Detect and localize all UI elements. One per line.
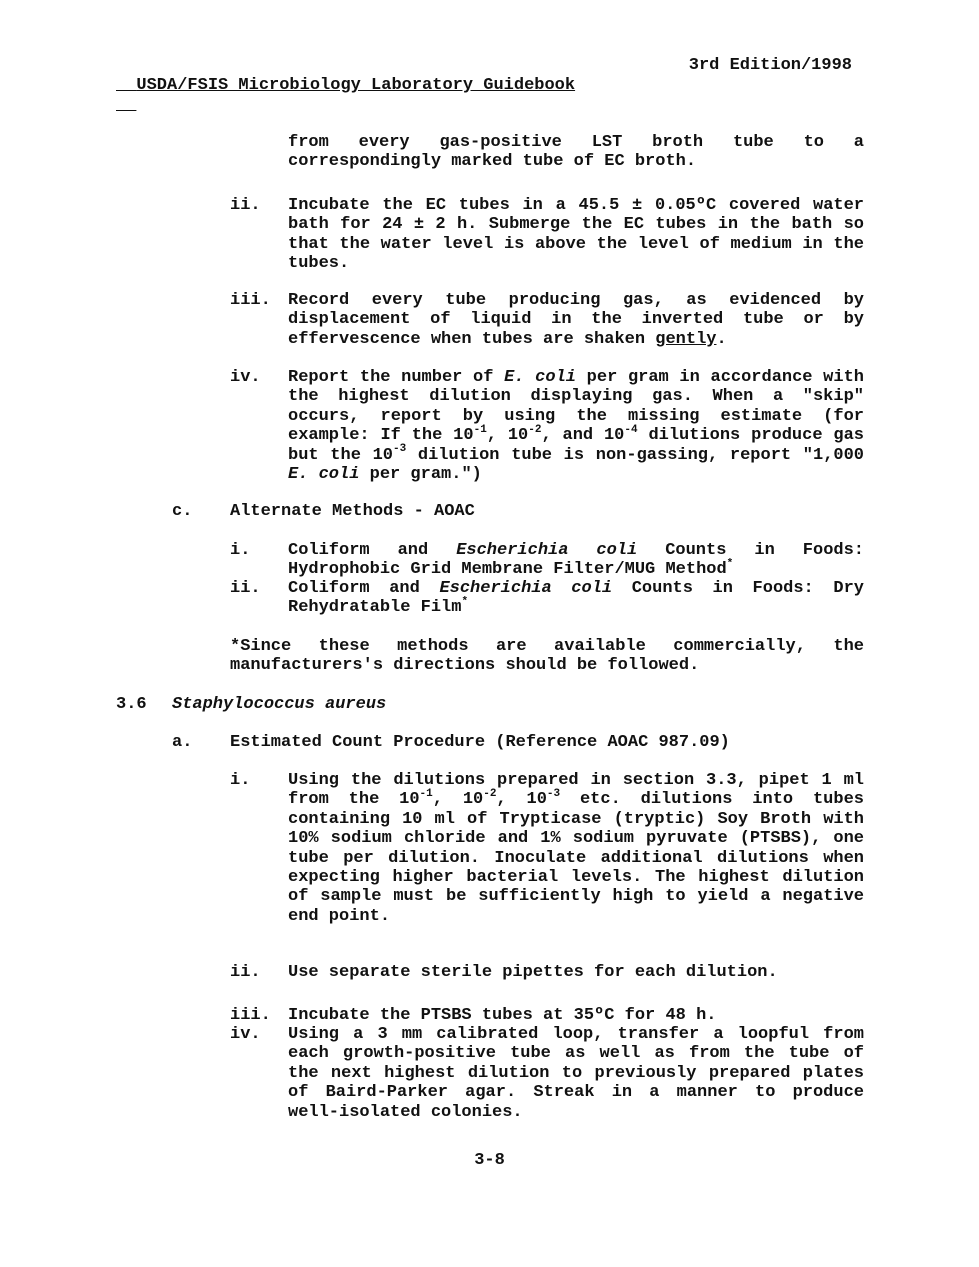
item-marker: iii. — [230, 291, 271, 310]
exponent: -3 — [546, 787, 561, 800]
exponent: -1 — [473, 423, 487, 436]
section-number: 3.6 — [116, 695, 147, 714]
footnote-star: * — [726, 557, 734, 570]
item-a-iii: Incubate the PTSBS tubes at 35ºC for 48 h. — [288, 1006, 717, 1025]
item-marker: i. — [230, 541, 251, 560]
item-c-ii: Coliform and Escherichia coli Counts in Foods: Dry Rehydratable Film* — [288, 579, 864, 618]
item-b-iv: Report the number of E. coli per gram in accordance with the highest dilution displaying gas. When a "skip" occurs, report by using the missing estimate (for example: If the $10^{-1}$, $10^{-2}$, and $10^{-4}$ dilutions produce gas but the $10^{-3}$ dilution tube is non-gassing, report "1,000 E. coli per gram.") — [288, 368, 864, 485]
organism-name: E. coli — [504, 368, 576, 387]
subsection-marker: a. — [172, 733, 193, 752]
item-a-iv: Using a 3 mm calibrated loop, transfer a loopful from each growth-positive tube as well as from the tube of the next highest dilution to previously prepared plates of Baird-Parker agar. Streak in a manner to produce well-isolated colonies. — [288, 1025, 864, 1122]
item-marker: ii. — [230, 963, 261, 982]
subsection-c-title: Alternate Methods - AOAC — [230, 502, 475, 521]
subsection-marker: c. — [172, 502, 193, 521]
exponent: -1 — [419, 787, 433, 800]
item-c-i: Coliform and Escherichia coli Counts in Foods: Hydrophobic Grid Membrane Filter/MUG Method* — [288, 541, 864, 580]
exponent: -2 — [528, 423, 542, 436]
header-title: USDA/FSIS Microbiology Laboratory Guidebook — [136, 76, 576, 95]
item-marker: i. — [230, 771, 251, 790]
footnote-star: * — [461, 595, 469, 608]
footnote-note: *Since these methods are available commercially, the manufacturers's directions should be followed. — [230, 637, 864, 676]
item-b-iii: Record every tube producing gas, as evidenced by displacement of liquid in the inverted tube or by effervescence when tubes are shaken gently. — [288, 291, 864, 349]
item-marker: iv. — [230, 1025, 261, 1044]
item-b-i-continuation: from every gas-positive LST broth tube to a correspondingly marked tube of EC broth. — [288, 133, 864, 172]
item-a-ii: Use separate sterile pipettes for each dilution. — [288, 963, 778, 982]
organism-name: E. coli — [288, 465, 360, 485]
exponent: -3 — [393, 442, 407, 455]
organism-name: Escherichia coli — [439, 579, 613, 598]
page-number: 3-8 — [474, 1151, 505, 1170]
page-header — [116, 56, 852, 116]
organism-name: Escherichia coli — [456, 541, 638, 560]
item-b-ii: Incubate the EC tubes in a 45.5 ± 0.05ºC covered water bath for 24 ± 2 h. Submerge the EC tubes in the bath so that the water level is above the level of medium in the tubes. — [288, 196, 864, 274]
exponent: -2 — [483, 787, 497, 800]
item-a-i: Using the dilutions prepared in section 3.3, pipet 1 ml from the $10^{-1}$, $10^{-2}$, $10^{-3}$ etc. dilutions into tubes containing 10 ml of Trypticase (tryptic) Soy Broth with 10% sodium chloride and 1% sodium pyruvate (PTSBS), one tube per dilution. Inoculate additional dilutions when expecting higher bacterial levels. The highest dilution of sample must be sufficiently high to yield a negative end point. — [288, 771, 864, 926]
exponent: -4 — [624, 423, 638, 436]
subsection-a-title: Estimated Count Procedure (Reference AOAC 987.09) — [230, 733, 730, 752]
emphasis-underlined: gently — [655, 329, 717, 349]
item-marker: iii. — [230, 1006, 271, 1025]
item-marker: ii. — [230, 196, 261, 215]
header-edition: 3rd Edition/1998 — [688, 56, 852, 75]
item-marker: ii. — [230, 579, 261, 598]
item-marker: iv. — [230, 368, 261, 387]
section-title: Staphylococcus aureus — [172, 695, 387, 714]
